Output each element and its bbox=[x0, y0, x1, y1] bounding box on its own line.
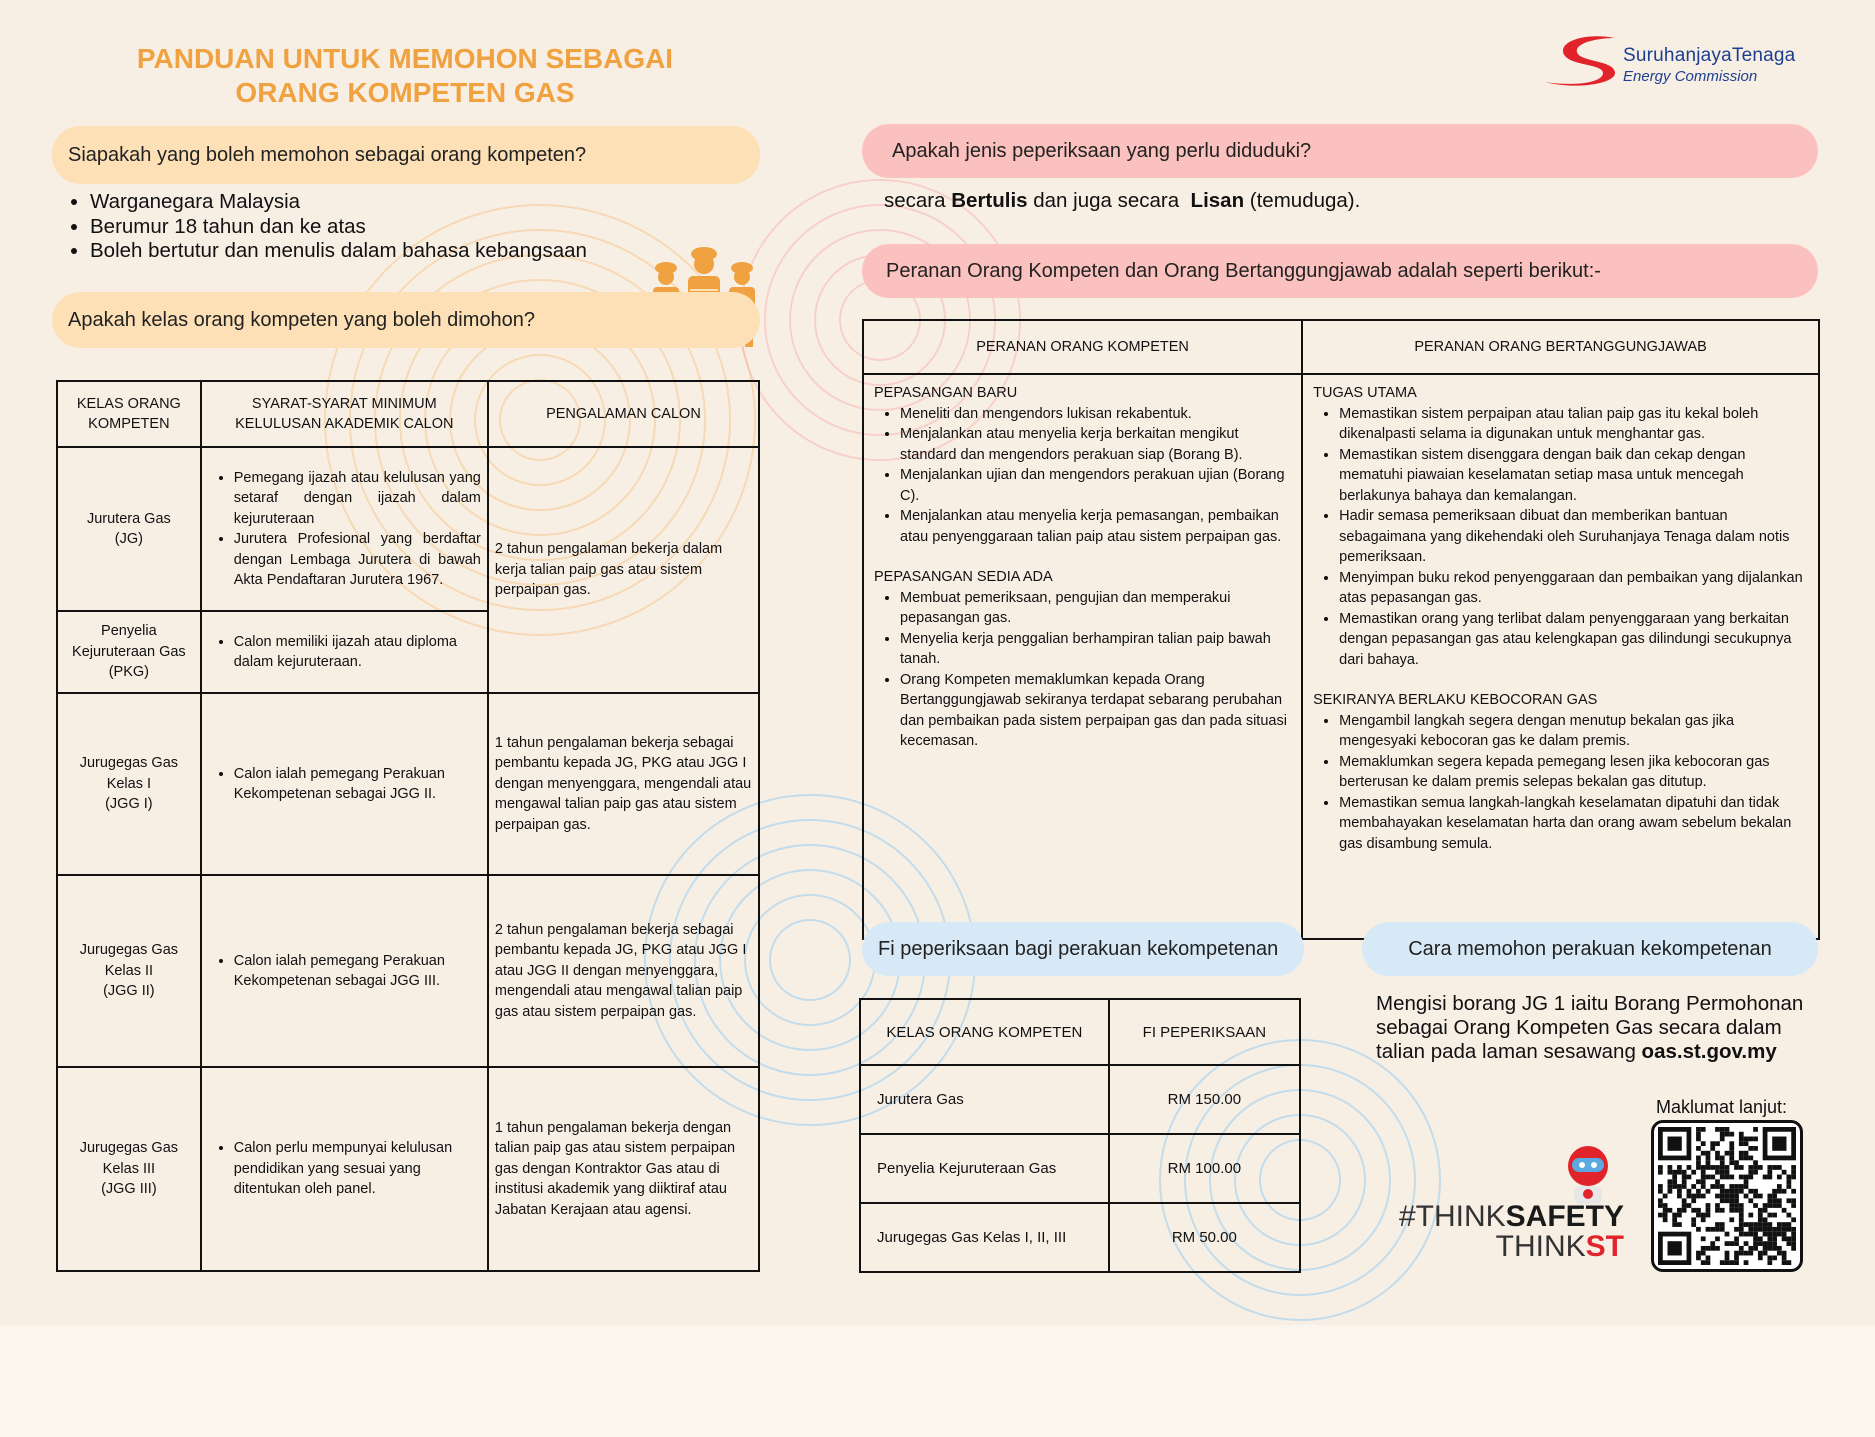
exam-written: Bertulis bbox=[951, 189, 1028, 212]
list-item: • Menjalankan atau menyelia kerja berkaitan mengikut standard dan mengendors perakuan siap (Borang B). bbox=[900, 424, 1291, 465]
list-item: • Jurutera Profesional yang berdaftar dengan Lembaga Jurutera di bawah Akta Pendaftaran Jurutera 1967. bbox=[234, 529, 481, 591]
table-row bbox=[860, 1065, 1300, 1134]
list-item: • Berumur 18 tahun dan ke atas bbox=[90, 215, 587, 240]
section-title: PEPASANGAN BARU bbox=[874, 385, 1018, 401]
logo-text-malay: SuruhanjayaTenaga bbox=[1623, 45, 1796, 66]
fee-amount-cell: RM 150.00 bbox=[1109, 1065, 1300, 1134]
list-item: • Memaklumkan segera kepada pemegang lesen jika kebocoran gas berterusan ke dalam premis selepas bekalan gas ditutup. bbox=[1339, 752, 1808, 793]
fee-title-text: Fi peperiksaan bagi perakuan kekompetenan bbox=[878, 937, 1279, 960]
energy-commission-logo bbox=[1545, 30, 1835, 90]
pengalaman-cell bbox=[488, 447, 759, 693]
exam-text-post: (temuduga). bbox=[1244, 189, 1361, 212]
question-roles bbox=[862, 244, 1818, 298]
list-item: • Memastikan orang yang terlibat dalam penyenggaraan yang berkaitan dengan pepasangan gas atau kelengkapan gas dilindungi secukupnya dari bahaya. bbox=[1339, 609, 1808, 671]
table-header-row bbox=[57, 381, 759, 447]
pengalaman-cell bbox=[488, 1067, 759, 1271]
pengalaman-text: 1 tahun pengalaman bekerja sebagai pembantu kepada JG, PKG atau JGG I dengan menyenggara, mengendali atau mengawal talian paip gas atau sistem perpaipan gas. bbox=[494, 734, 752, 833]
pengalaman-text: 2 tahun pengalaman bekerja dalam kerja talian paip gas atau sistem perpaipan gas. bbox=[494, 541, 723, 599]
kompeten-roles-cell bbox=[863, 374, 1302, 939]
kelas-cell bbox=[57, 875, 201, 1067]
list-item: • Menjalankan atau menyelia kerja pemasangan, pembaikan atau penyenggaraan talian paip atau sistem perpaipan gas. bbox=[900, 506, 1291, 547]
slogan-think: #THINK bbox=[1398, 1200, 1506, 1233]
kelas-line: (JGG I) bbox=[105, 796, 153, 813]
fee-class-cell: Jurutera Gas bbox=[860, 1065, 1109, 1134]
list-item: • Memastikan sistem perpaipan atau talian paip gas itu kekal boleh dikenalpasti selama ia digunakan untuk menghantar gas. bbox=[1339, 404, 1808, 445]
list-item: • Boleh bertutur dan menulis dalam bahasa kebangsaan bbox=[90, 239, 587, 264]
section-title: SEKIRANYA BERLAKU KEBOCORAN GAS bbox=[1313, 692, 1598, 708]
kelas-line: Penyelia bbox=[101, 623, 157, 640]
syarat-cell bbox=[201, 875, 488, 1067]
page-title-line2: ORANG KOMPETEN GAS bbox=[235, 77, 575, 108]
list-item: • Orang Kompeten memaklumkan kepada Orang Bertanggungjawab sekiranya terdapat sebarang perubahan dan pembaikan pada sistem perpaipan gas dan pada situasi kecemasan. bbox=[900, 670, 1291, 752]
kelas-cell bbox=[57, 693, 201, 875]
list-item: • Hadir semasa pemeriksaan dibuat dan memberikan bantuan sebagaimana yang dikehendaki oleh Suruhanjaya Tenaga dalam notis pemeriksaan. bbox=[1339, 506, 1808, 568]
kelas-line: Kelas I bbox=[106, 775, 152, 792]
table-row bbox=[860, 1203, 1300, 1272]
table-row bbox=[57, 693, 759, 875]
slogan-line1 bbox=[1380, 1202, 1624, 1232]
list-item: • Calon memiliki ijazah atau diploma dalam kejuruteraan. bbox=[234, 632, 481, 673]
swoosh-icon bbox=[1545, 30, 1625, 90]
header-kompeten: PERANAN ORANG KOMPETEN bbox=[863, 320, 1302, 374]
question-exam-type bbox=[862, 124, 1818, 178]
list-item: • Meneliti dan mengendors lukisan rekabentuk. bbox=[900, 404, 1291, 425]
kelas-cell bbox=[57, 447, 201, 611]
kelas-line: (JGG II) bbox=[103, 983, 155, 1000]
header-pengalaman: PENGALAMAN CALON bbox=[488, 381, 759, 447]
list-item: • Calon perlu mempunyai kelulusan pendidikan yang sesuai yang ditentukan oleh panel. bbox=[234, 1138, 481, 1200]
table-header-row bbox=[860, 999, 1300, 1065]
list-item: • Membuat pemeriksaan, pengujian dan memperakui pepasangan gas. bbox=[900, 588, 1291, 629]
question-classes-text: Apakah kelas orang kompeten yang boleh dimohon? bbox=[68, 308, 535, 331]
apply-title bbox=[1362, 922, 1818, 976]
kelas-line: (JGG III) bbox=[101, 1181, 157, 1198]
fee-title bbox=[862, 922, 1304, 976]
question-who-can-apply-text: Siapakah yang boleh memohon sebagai orang kompeten? bbox=[68, 143, 587, 166]
table-row bbox=[57, 875, 759, 1067]
list-item: • Mengambil langkah segera dengan menutup bekalan gas jika mengesyaki kebocoran gas ke dalam premis. bbox=[1339, 711, 1808, 752]
pengalaman-text: 2 tahun pengalaman bekerja sebagai pembantu kepada JG, PKG atau JGG I atau JGG II dengan menyenggara, mengendali atau mengawal talian paip gas atau sistem perpaipan gas. bbox=[494, 921, 747, 1020]
fee-class-cell: Penyelia Kejuruteraan Gas bbox=[860, 1134, 1109, 1203]
kelas-line: Jurutera Gas bbox=[86, 510, 171, 527]
kelas-line: Kelas II bbox=[104, 962, 154, 979]
syarat-cell bbox=[201, 611, 488, 693]
safety-mascot-icon bbox=[1556, 1142, 1620, 1206]
fee-table bbox=[859, 998, 1301, 1273]
syarat-cell bbox=[201, 1067, 488, 1271]
slogan-line2 bbox=[1380, 1232, 1624, 1262]
question-exam-type-text: Apakah jenis peperiksaan yang perlu diduduki? bbox=[892, 139, 1312, 162]
exam-text-mid: dan juga secara bbox=[1027, 189, 1191, 212]
fee-amount-cell: RM 50.00 bbox=[1109, 1203, 1300, 1272]
table-row bbox=[57, 1067, 759, 1271]
question-who-can-apply bbox=[52, 126, 760, 184]
fee-amount-cell: RM 100.00 bbox=[1109, 1134, 1300, 1203]
table-row bbox=[860, 1134, 1300, 1203]
header-kelas: KELAS ORANG KOMPETEN bbox=[57, 381, 201, 447]
logo-text-english: Energy Commission bbox=[1623, 68, 1758, 85]
roles-table bbox=[862, 319, 1820, 940]
list-item: • Menyimpan buku rekod penyenggaraan dan pembaikan yang dijalankan atas pepasangan gas. bbox=[1339, 568, 1808, 609]
question-classes bbox=[52, 292, 760, 348]
kelas-line: (PKG) bbox=[108, 664, 149, 681]
kelas-line: Jurugegas Gas bbox=[79, 942, 179, 959]
table-row bbox=[57, 447, 759, 611]
page-title bbox=[100, 42, 710, 110]
apply-website-link[interactable]: oas.st.gov.my bbox=[1641, 1040, 1777, 1063]
header-fee-class: KELAS ORANG KOMPETEN bbox=[860, 999, 1109, 1065]
exam-oral: Lisan bbox=[1190, 189, 1245, 212]
list-item: • Calon ialah pemegang Perakuan Kekompetenan sebagai JGG II. bbox=[234, 764, 481, 805]
qr-code-icon bbox=[1658, 1127, 1796, 1265]
table-header-row bbox=[863, 320, 1819, 374]
pengalaman-cell bbox=[488, 875, 759, 1067]
list-item: • Memastikan sistem disenggara dengan baik dan cekap dengan mematuhi piawaian keselamatan setiap masa untuk mencegah berlakunya bahaya dan kemalangan. bbox=[1339, 445, 1808, 507]
pengalaman-cell bbox=[488, 693, 759, 875]
class-requirements-table bbox=[56, 380, 760, 1272]
pengalaman-text: 1 tahun pengalaman bekerja dengan talian paip gas atau sistem perpaipan gas dengan Kontraktor Gas atau di institusi akademik yang diiktiraf atau Jabatan Kerajaan atau agensi. bbox=[494, 1119, 736, 1218]
slogan-safety: SAFETY bbox=[1505, 1200, 1624, 1233]
think-safety-slogan bbox=[1380, 1202, 1624, 1262]
slogan-think2: THINK bbox=[1495, 1230, 1586, 1263]
exam-text-pre: secara bbox=[884, 189, 952, 212]
bottom-margin bbox=[0, 1325, 1875, 1437]
apply-instructions bbox=[1376, 992, 1806, 1064]
slogan-st: ST bbox=[1585, 1230, 1624, 1263]
apply-title-text: Cara memohon perakuan kekompetenan bbox=[1408, 937, 1772, 960]
list-item: • Warganegara Malaysia bbox=[90, 190, 587, 215]
list-item: • Pemegang ijazah atau kelulusan yang setaraf dengan ijazah dalam kejuruteraan bbox=[234, 468, 481, 530]
more-info-label: Maklumat lanjut: bbox=[1656, 1097, 1788, 1117]
qr-code[interactable] bbox=[1651, 1120, 1803, 1272]
list-item: • Memastikan semua langkah-langkah keselamatan dipatuhi dan tidak membahayakan keselamatan harta dan orang awam sebelum bekalan gas disambung semula. bbox=[1339, 793, 1808, 855]
question-roles-text: Peranan Orang Kompeten dan Orang Bertanggungjawab adalah seperti berikut:- bbox=[886, 259, 1601, 282]
syarat-cell bbox=[201, 447, 488, 611]
list-item: • Calon ialah pemegang Perakuan Kekompetenan sebagai JGG III. bbox=[234, 951, 481, 992]
kelas-line: Jurugegas Gas bbox=[79, 1140, 179, 1157]
header-fee-amount: FI PEPERIKSAAN bbox=[1109, 999, 1300, 1065]
syarat-cell bbox=[201, 693, 488, 875]
list-item: • Menjalankan ujian dan mengendors perakuan ujian (Borang C). bbox=[900, 465, 1291, 506]
list-item: • Menyelia kerja penggalian berhampiran talian paip bawah tanah. bbox=[900, 629, 1291, 670]
bertanggungjawab-roles-cell bbox=[1302, 374, 1819, 939]
header-syarat: SYARAT-SYARAT MINIMUM KELULUSAN AKADEMIK CALON bbox=[201, 381, 488, 447]
kelas-line: Jurugegas Gas bbox=[79, 755, 179, 772]
fee-class-cell: Jurugegas Gas Kelas I, II, III bbox=[860, 1203, 1109, 1272]
kelas-line: (JG) bbox=[114, 531, 143, 547]
kelas-cell bbox=[57, 611, 201, 693]
kelas-line: Kelas III bbox=[102, 1160, 156, 1177]
section-title: TUGAS UTAMA bbox=[1313, 385, 1417, 401]
kelas-line: Kejuruteraan Gas bbox=[72, 643, 186, 660]
kelas-cell bbox=[57, 1067, 201, 1271]
apply-text: Mengisi borang JG 1 iaitu Borang Permohonan sebagai Orang Kompeten Gas secara dalam talian pada laman sesawang bbox=[1376, 992, 1804, 1063]
page-title-line1: PANDUAN UNTUK MEMOHON SEBAGAI bbox=[136, 43, 674, 74]
table-row bbox=[863, 374, 1819, 939]
header-bertanggungjawab: PERANAN ORANG BERTANGGUNGJAWAB bbox=[1302, 320, 1819, 374]
exam-type-answer bbox=[884, 189, 1360, 213]
eligibility-list bbox=[62, 190, 587, 264]
section-title: PEPASANGAN SEDIA ADA bbox=[874, 569, 1053, 585]
